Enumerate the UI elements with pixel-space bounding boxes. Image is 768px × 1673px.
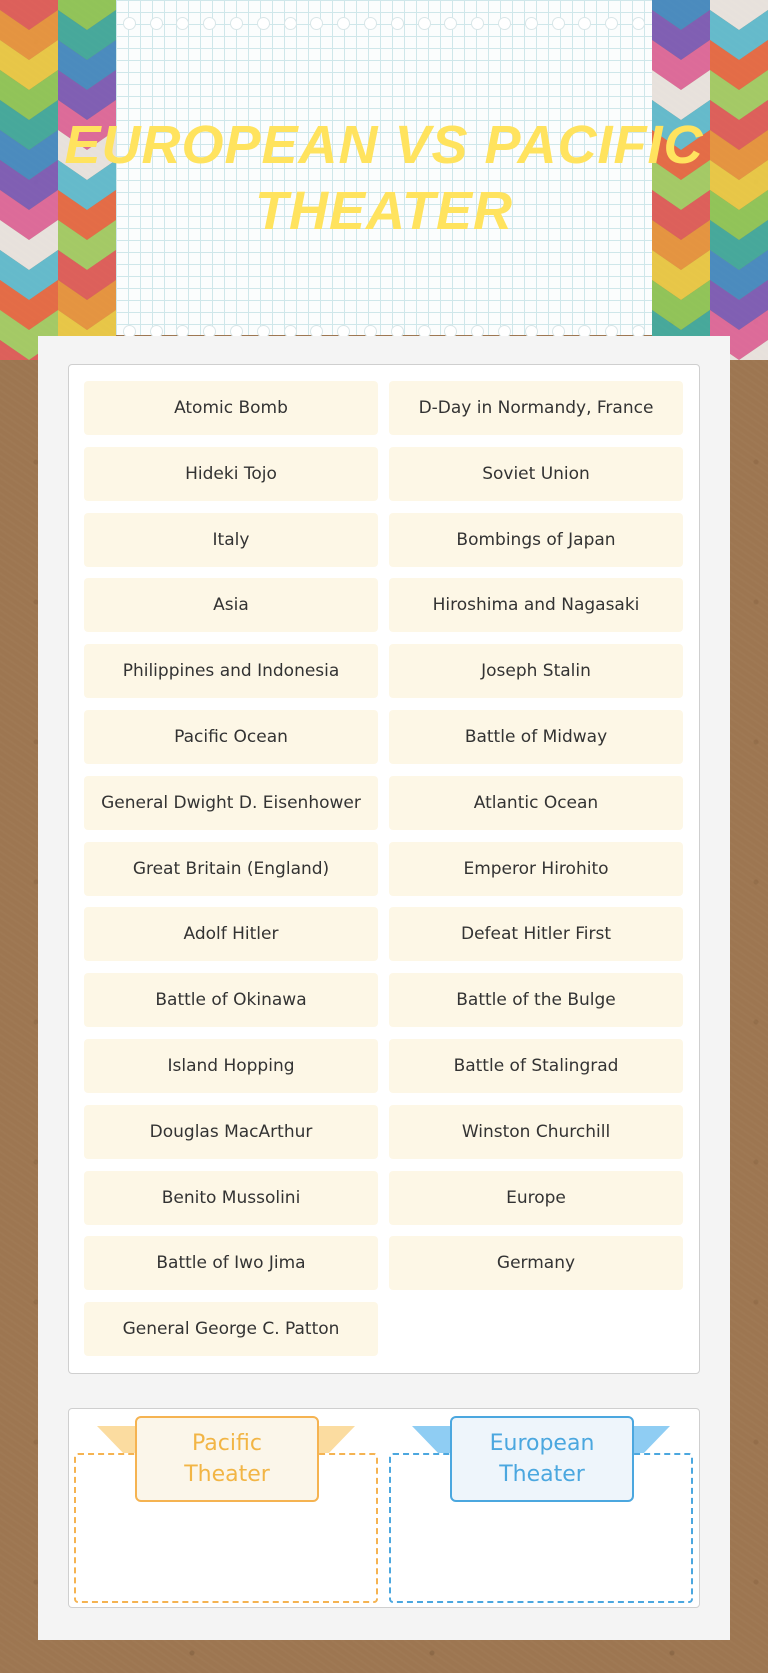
paper-hole [364,17,377,30]
european-theater-label [450,1416,634,1502]
paper-hole [391,17,404,30]
term-card[interactable]: Joseph Stalin [389,644,683,698]
term-card[interactable]: Great Britain (England) [84,842,378,896]
term-card[interactable]: Douglas MacArthur [84,1105,378,1159]
term-card[interactable]: Battle of Stalingrad [389,1039,683,1093]
term-card[interactable]: Hideki Tojo [84,447,378,501]
paper-hole [552,17,565,30]
paper-hole [418,17,431,30]
paper-hole [605,17,618,30]
paper-hole [176,17,189,30]
term-card[interactable]: Germany [389,1236,683,1290]
term-card[interactable]: Soviet Union [389,447,683,501]
paper-hole [257,17,270,30]
term-card[interactable]: Hiroshima and Nagasaki [389,578,683,632]
paper-hole [123,17,136,30]
term-card[interactable]: Atomic Bomb [84,381,378,435]
paper-hole [578,17,591,30]
term-card[interactable]: Winston Churchill [389,1105,683,1159]
term-card[interactable]: Italy [84,513,378,567]
page-title-line2: THEATER [255,181,513,241]
page-title-line1: EUROPEAN VS PACIFIC [64,115,704,175]
paper-hole [525,17,538,30]
term-card[interactable]: Philippines and Indonesia [84,644,378,698]
paper-hole [498,17,511,30]
paper-hole [632,17,645,30]
term-card[interactable]: Defeat Hitler First [389,907,683,961]
term-card[interactable]: Benito Mussolini [84,1171,378,1225]
paper-hole [203,17,216,30]
term-card[interactable]: Bombings of Japan [389,513,683,567]
european-label-line1: European [489,1431,595,1456]
term-card[interactable]: Europe [389,1171,683,1225]
term-card[interactable]: D-Day in Normandy, France [389,381,683,435]
paper-hole [337,17,350,30]
term-card[interactable]: Battle of the Bulge [389,973,683,1027]
term-card[interactable]: Asia [84,578,378,632]
paper-hole [310,17,323,30]
paper-hole [230,17,243,30]
term-card[interactable]: Battle of Okinawa [84,973,378,1027]
term-card[interactable]: Battle of Iwo Jima [84,1236,378,1290]
pacific-label-line1: Pacific [192,1431,262,1456]
term-card[interactable]: General Dwight D. Eisenhower [84,776,378,830]
pacific-theater-label [135,1416,319,1502]
term-card[interactable]: Island Hopping [84,1039,378,1093]
paper-hole [444,17,457,30]
term-card[interactable]: General George C. Patton [84,1302,378,1356]
term-card[interactable]: Adolf Hitler [84,907,378,961]
header-banner [0,0,768,360]
pacific-label-line2: Theater [184,1462,270,1487]
term-card[interactable]: Battle of Midway [389,710,683,764]
page-title [60,112,708,244]
paper-hole [284,17,297,30]
paper-hole [150,17,163,30]
paper-hole [471,17,484,30]
term-card[interactable]: Emperor Hirohito [389,842,683,896]
european-label-line2: Theater [499,1462,585,1487]
term-card[interactable]: Pacific Ocean [84,710,378,764]
term-card[interactable]: Atlantic Ocean [389,776,683,830]
paper-holes-top [116,14,652,32]
